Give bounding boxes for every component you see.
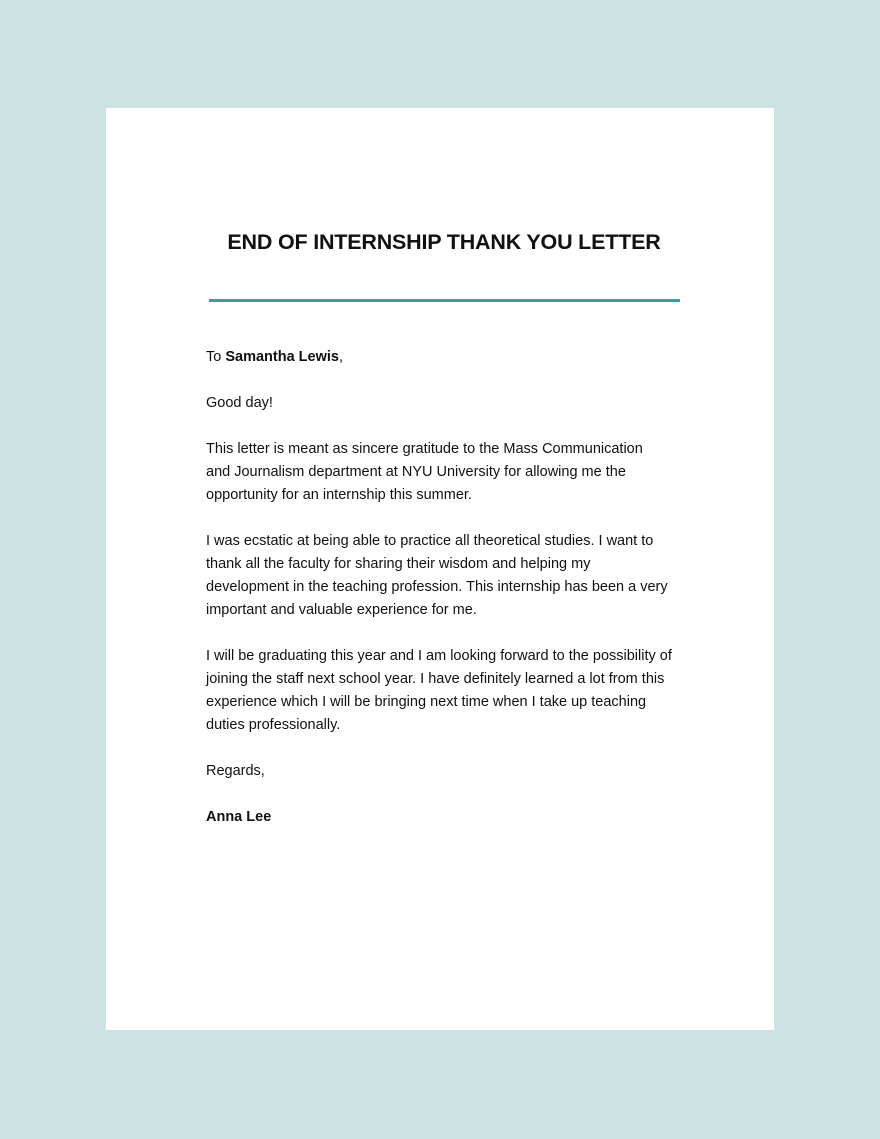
salutation-prefix: To xyxy=(206,349,226,365)
closing: Regards, xyxy=(206,763,265,779)
body-paragraph-2: I was ecstatic at being able to practice all theoretical studies. I want to thank all the faculty for sharing their wisdom and helping my development in the teaching profession. This internship has been a very important and valuable experience for me. xyxy=(206,533,668,618)
body-paragraph-3: I will be graduating this year and I am looking forward to the possibility of joining the staff next school year. I have definitely learned a lot from this experience which I will be bringing next time when I take up teaching duties professionally. xyxy=(206,648,672,733)
signature-name: Anna Lee xyxy=(206,809,272,825)
salutation xyxy=(206,346,696,369)
greeting: Good day! xyxy=(206,395,273,411)
letter-title: END OF INTERNSHIP THANK YOU LETTER xyxy=(227,230,661,254)
body-paragraph-1: This letter is meant as sincere gratitude to the Mass Communication and Journalism department at NYU University for allowing me the opportunity for an internship this summer. xyxy=(206,441,643,503)
signature xyxy=(206,806,696,829)
letter-body xyxy=(206,346,696,829)
recipient-name: Samantha Lewis xyxy=(225,349,339,365)
title-divider xyxy=(209,299,680,302)
salutation-suffix: , xyxy=(338,349,343,365)
